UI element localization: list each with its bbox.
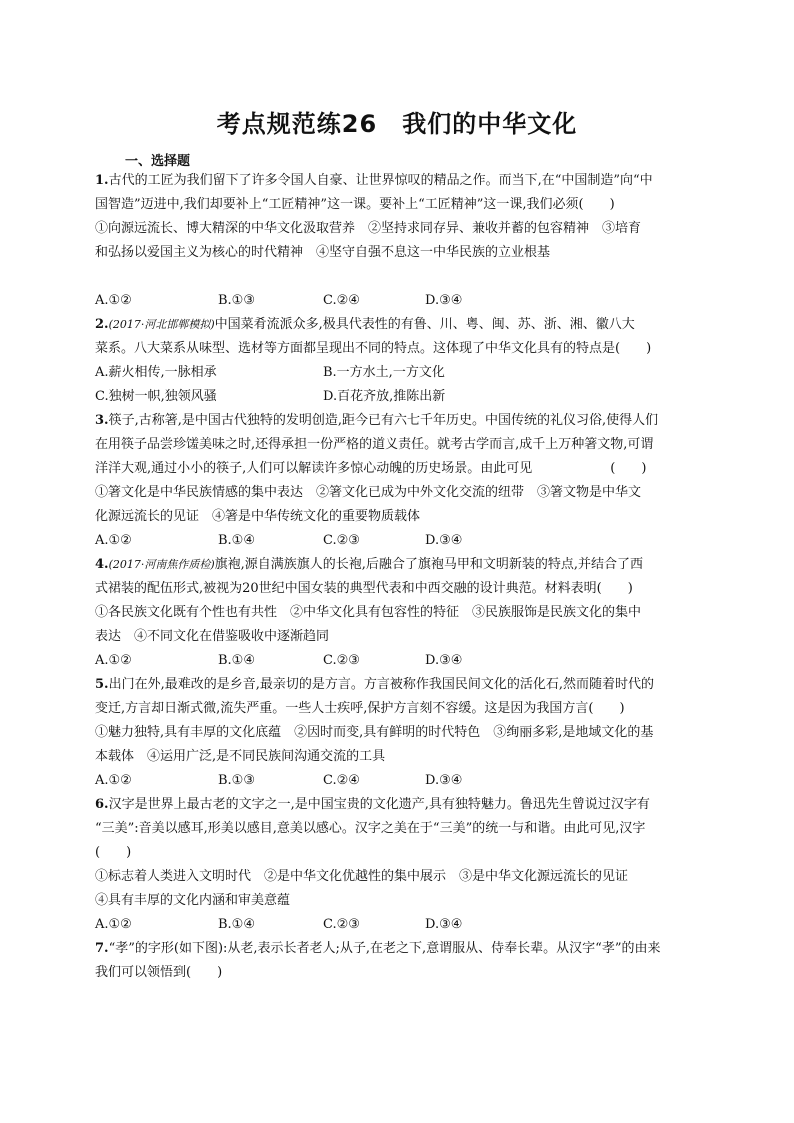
q2-text-1: 中国菜肴流派众多,极具代表性的有鲁、川、粤、闽、苏、浙、湘、徽八大 <box>214 317 635 332</box>
section-heading: 一、选择题 <box>125 154 191 169</box>
page-title: 考点规范练26 我们的中华文化 <box>216 110 578 138</box>
q2-line-1 <box>95 317 635 333</box>
q1-line-2: 国智造”迈进中,我们却要补上“工匠精神”这一课。要补上“工匠精神”这一课,我们必须( ) <box>95 197 615 212</box>
q3-text-1: 筷子,古称箸,是中国古代独特的发明创造,距今已有六七千年历史。中国传统的礼仪习俗,使得人们 <box>108 413 659 428</box>
q4-option-a: A.①② <box>95 653 132 668</box>
q6-text-1: 汉字是世界上最古老的文字之一,是中国宝贵的文化遗产,具有独特魅力。鲁迅先生曾说过汉字有 <box>108 797 650 812</box>
q6-line-5: ④具有丰厚的文化内涵和审美意蕴 <box>95 893 291 908</box>
q4-option-c: C.②③ <box>323 653 360 668</box>
q4-option-d: D.③④ <box>425 653 463 668</box>
q5-option-d: D.③④ <box>425 773 463 788</box>
q6-option-b: B.①④ <box>218 917 255 932</box>
q5-line-2: 变迁,方言却日渐式微,流失严重。一些人士疾呼,保护方言刻不容缓。这是因为我国方言( ) <box>95 701 625 716</box>
q1-line-4: 和弘扬以爱国主义为核心的时代精神 ④坚守自强不息这一中华民族的立业根基 <box>95 245 551 260</box>
q2-option-d: D.百花齐放,推陈出新 <box>323 389 446 404</box>
q5-number: 5. <box>95 677 109 692</box>
q5-option-c: C.②④ <box>323 773 360 788</box>
q7-text-1: “孝”的字形(如下图):从老,表示长者老人;从子,在老之下,意谓服从、侍奉长辈。从汉字“孝”的由来 <box>108 941 661 956</box>
q2-option-b: B.一方水土,一方文化 <box>323 365 445 380</box>
q4-line-3: ①各民族文化既有个性也有共性 ②中华文化具有包容性的特征 ③民族服饰是民族文化的集中 <box>95 605 642 620</box>
q5-option-a: A.①② <box>95 773 132 788</box>
q7-number: 7. <box>95 941 109 956</box>
q1-text-1: 古代的工匠为我们留下了许多令国人自豪、让世界惊叹的精品之作。而当下,在“中国制造”向“中 <box>108 173 653 188</box>
q5-option-b: B.①③ <box>218 773 255 788</box>
q2-option-c: C.独树一帜,独领风骚 <box>95 389 217 404</box>
q4-line-4: 表达 ④不同文化在借鉴吸收中逐渐趋同 <box>95 629 330 644</box>
q7-line-1 <box>95 941 660 957</box>
q2-option-a: A.薪火相传,一脉相承 <box>95 365 217 380</box>
q5-line-4: 本载体 ④运用广泛,是不同民族间沟通交流的工具 <box>95 749 386 764</box>
q1-line-1 <box>95 173 653 189</box>
q6-line-4: ①标志着人类进入文明时代 ②是中华文化优越性的集中展示 ③是中华文化源远流长的见证 <box>95 869 629 884</box>
q6-line-2: “三美”:音美以感耳,形美以感目,意美以感心。汉字之美在于“三美”的统一与和谐。由此可见,汉字 <box>95 821 646 836</box>
q5-line-1 <box>95 677 654 693</box>
q3-number: 3. <box>95 413 109 428</box>
q3-line-2: 在用筷子品尝珍馐美味之时,还得承担一份严格的道义责任。就考古学而言,成千上万种箸文物,可谓 <box>95 437 654 452</box>
q4-number: 4. <box>95 557 109 572</box>
q4-text-1: 旗袍,源自满族旗人的长袍,后融合了旗袍马甲和文明新装的特点,并结合了西 <box>214 557 644 572</box>
q3-option-c: C.②③ <box>323 533 360 548</box>
q2-line-2: 菜系。八大菜系从味型、选材等方面都呈现出不同的特点。这体现了中华文化具有的特点是( ) <box>95 341 652 356</box>
q3-option-a: A.①② <box>95 533 132 548</box>
q6-option-a: A.①② <box>95 917 132 932</box>
q2-number: 2. <box>95 317 109 332</box>
q6-line-3: ( ) <box>95 845 132 860</box>
q4-option-b: B.①④ <box>218 653 255 668</box>
q6-number: 6. <box>95 797 109 812</box>
q1-option-c: C.②④ <box>323 293 360 308</box>
q3-line-3: 洋洋大观,通过小小的筷子,人们可以解读许多惊心动魄的历史场景。由此可见 ( ) <box>95 461 647 476</box>
q4-source: (2017·河南焦作质检) <box>108 558 215 571</box>
q3-option-d: D.③④ <box>425 533 463 548</box>
q3-option-b: B.①④ <box>218 533 255 548</box>
q1-line-3: ①向源远流长、博大精深的中华文化汲取营养 ②坚持求同存异、兼收并蓄的包容精神 ③培育 <box>95 221 642 236</box>
q1-number: 1. <box>95 173 109 188</box>
q4-line-2: 式裙装的配伍形式,被视为20世纪中国女装的典型代表和中西交融的设计典范。材料表明( ) <box>95 581 633 596</box>
q4-line-1 <box>95 557 643 573</box>
q6-option-d: D.③④ <box>425 917 463 932</box>
q6-line-1 <box>95 797 650 813</box>
q3-line-1 <box>95 413 658 429</box>
q1-option-d: D.③④ <box>425 293 463 308</box>
q2-source: (2017·河北邯郸模拟) <box>108 318 215 331</box>
q1-option-b: B.①③ <box>218 293 255 308</box>
q3-line-4: ①箸文化是中华民族情感的集中表达 ②箸文化已成为中外文化交流的纽带 ③箸文物是中华文 <box>95 485 642 500</box>
q6-option-c: C.②③ <box>323 917 360 932</box>
q5-line-3: ①魅力独特,具有丰厚的文化底蕴 ②因时而变,具有鲜明的时代特色 ③绚丽多彩,是地域文化的基 <box>95 725 654 740</box>
q7-line-2: 我们可以领悟到( ) <box>95 965 223 980</box>
q5-text-1: 出门在外,最难改的是乡音,最亲切的是方言。方言被称作我国民间文化的活化石,然而随着时代的 <box>108 677 654 692</box>
q3-line-5: 化源远流长的见证 ④箸是中华传统文化的重要物质载体 <box>95 509 421 524</box>
q1-option-a: A.①② <box>95 293 132 308</box>
